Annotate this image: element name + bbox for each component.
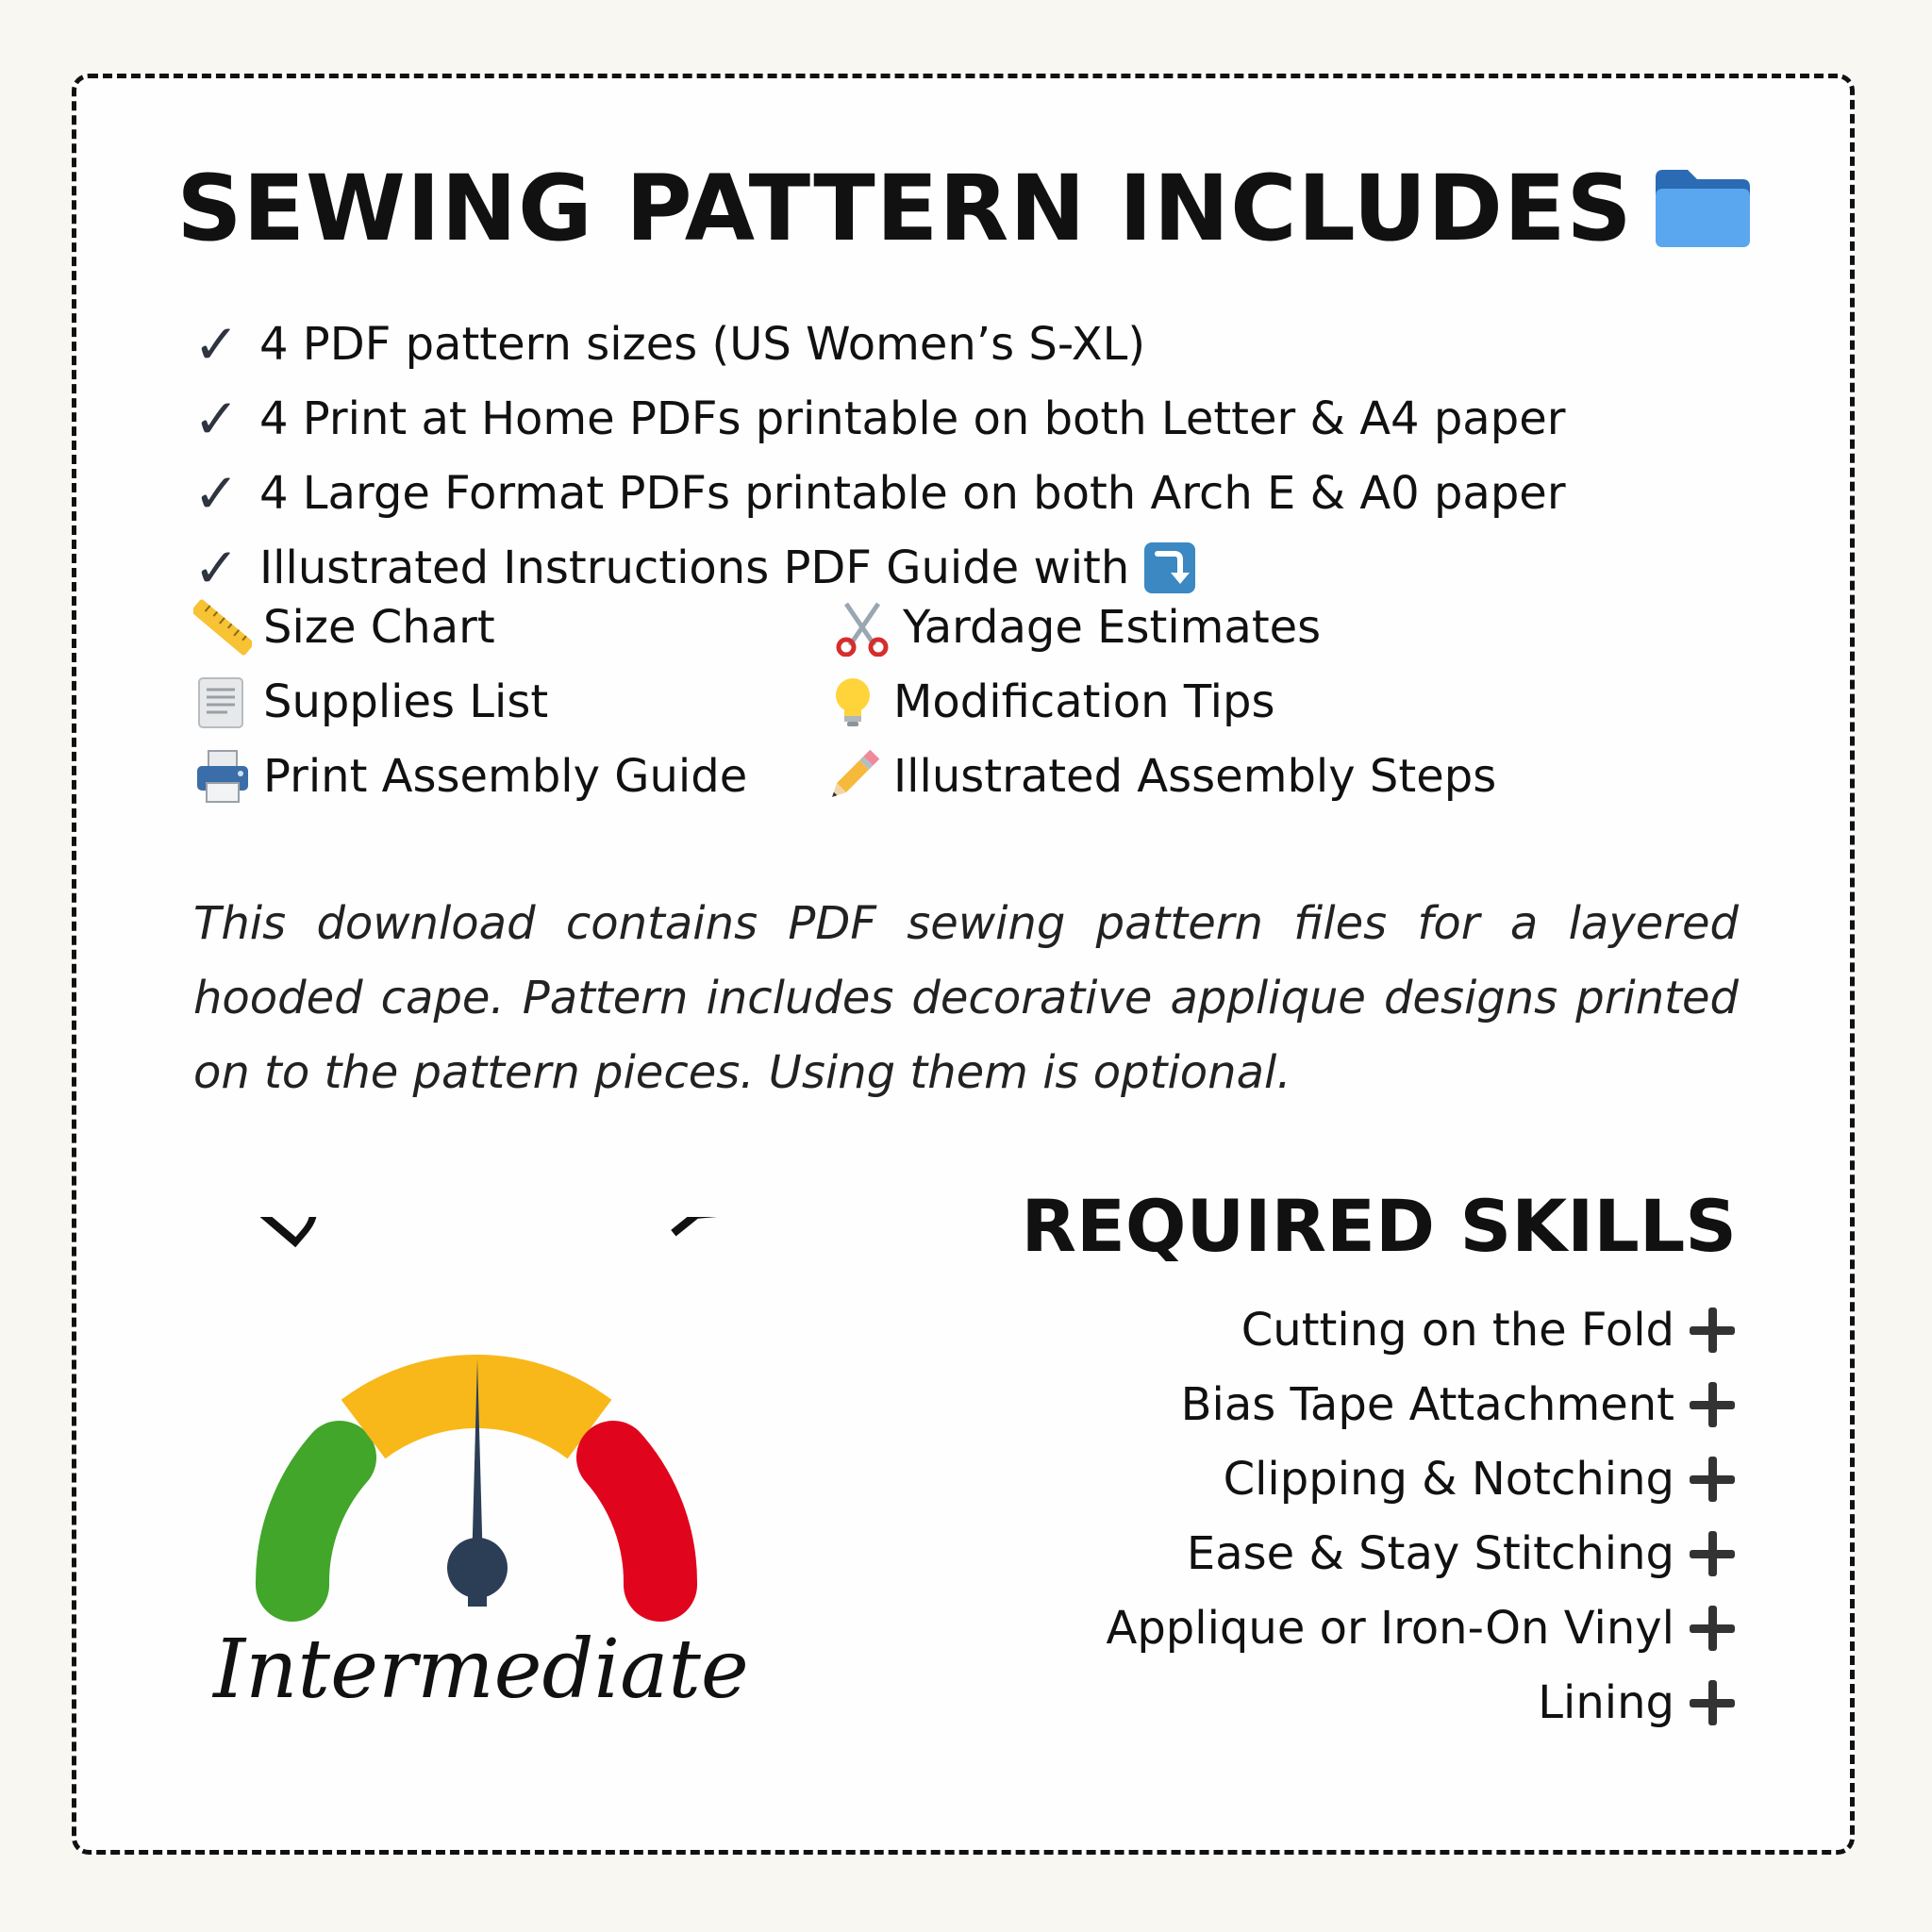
feature-label: Size Chart	[263, 601, 495, 654]
feature-item	[193, 598, 495, 657]
checkmark-icon: ✓	[193, 535, 240, 600]
feature-label: Illustrated Assembly Steps	[893, 750, 1497, 803]
skill-label: Bias Tape Attachment	[1180, 1377, 1674, 1431]
plus-icon	[1688, 1678, 1737, 1727]
skill-label: Clipping & Notching	[1223, 1452, 1674, 1506]
list-item	[193, 381, 1566, 456]
svg-text:DIFFICULTY	[234, 1217, 748, 1266]
skill-item	[1106, 1292, 1737, 1367]
skill-item	[1106, 1367, 1737, 1441]
arrow-down-icon	[1142, 541, 1197, 595]
required-skills-title: REQUIRED SKILLS	[1021, 1184, 1737, 1268]
skill-item	[1106, 1665, 1737, 1740]
list-item	[193, 456, 1566, 530]
receipt-icon	[193, 673, 252, 731]
description-text: This download contains PDF sewing pattern files for a layered hooded cape. Pattern includes decorative applique designs printed on to the pattern pieces. Using them is optional.	[193, 897, 1739, 1099]
skill-item	[1106, 1591, 1737, 1665]
lightbulb-icon	[824, 673, 882, 731]
plus-icon	[1688, 1380, 1737, 1429]
printer-icon	[193, 747, 252, 806]
feature-item	[833, 598, 1321, 657]
feature-item	[824, 673, 1274, 731]
ruler-icon	[193, 598, 252, 657]
checkmark-icon: ✓	[193, 460, 240, 525]
feature-label: Print Assembly Guide	[263, 750, 748, 803]
plus-icon	[1688, 1306, 1737, 1355]
list-item-label: Illustrated Instructions PDF Guide with	[259, 541, 1130, 594]
skill-label: Cutting on the Fold	[1241, 1303, 1674, 1357]
list-item-label: 4 PDF pattern sizes (US Women’s S-XL)	[259, 317, 1146, 371]
feature-label: Supplies List	[263, 675, 549, 728]
feature-item	[193, 747, 747, 806]
includes-checklist	[193, 307, 1566, 605]
difficulty-heading	[234, 1217, 748, 1266]
checkmark-icon: ✓	[193, 386, 240, 451]
list-item	[193, 307, 1566, 381]
list-item-label: 4 Print at Home PDFs printable on both Letter & A4 paper	[259, 391, 1566, 445]
feature-label: Yardage Estimates	[903, 601, 1322, 654]
title-text: SEWING PATTERN INCLUDES	[176, 156, 1633, 261]
required-skills-list	[1106, 1292, 1737, 1740]
skill-item	[1106, 1516, 1737, 1591]
feature-label: Modification Tips	[893, 675, 1275, 728]
skill-label: Lining	[1538, 1675, 1674, 1729]
plus-icon	[1688, 1455, 1737, 1504]
plus-icon	[1688, 1604, 1737, 1653]
scissors-icon	[833, 598, 891, 657]
list-item-label: 4 Large Format PDFs printable on both Arch E & A0 paper	[259, 466, 1566, 520]
plus-icon	[1688, 1529, 1737, 1578]
difficulty-level: Intermediate	[213, 1623, 749, 1717]
skill-item	[1106, 1441, 1737, 1516]
skill-label: Ease & Stay Stitching	[1186, 1526, 1674, 1580]
skill-label: Applique or Iron-On Vinyl	[1106, 1601, 1674, 1655]
gauge-segment-hard	[613, 1457, 660, 1585]
feature-item	[824, 747, 1496, 806]
folder-icon	[1650, 164, 1756, 251]
feature-item	[193, 673, 548, 731]
list-item	[193, 530, 1566, 605]
checkmark-icon: ✓	[193, 311, 240, 376]
page-title	[0, 156, 1932, 261]
pencil-icon	[824, 747, 882, 806]
gauge-segment-easy	[292, 1457, 340, 1585]
